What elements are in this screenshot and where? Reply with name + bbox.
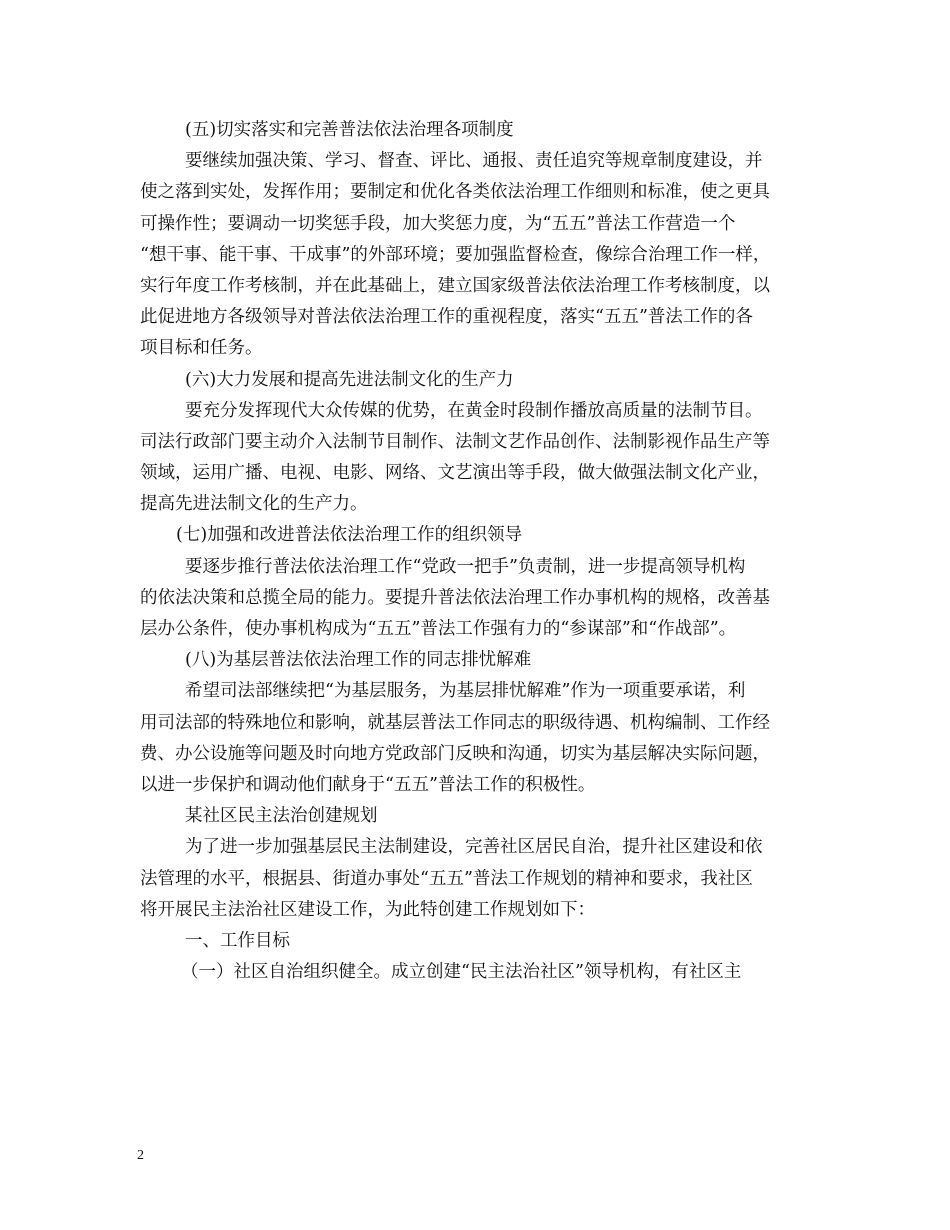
text-line: 实行年度工作考核制，并在此基础上，建立国家级普法依法治理工作考核制度，以 [140,275,770,296]
text-line: 领域，运用广播、电视、电影、网络、文艺演出等手段，做大做强法制文化产业， [140,463,770,484]
text-line: 要继续加强决策、学习、督查、评比、通报、责任追究等规章制度建设，并 [185,151,763,172]
text-line: 层办公条件，使办事机构成为“五五”普法工作强有力的“参谋部”和“作战部”。 [140,619,737,639]
text-line: 以进一步保护和调动他们献身于“五五”普法工作的积极性。 [140,774,596,795]
text-line: 提高先进法制文化的生产力。 [140,494,368,515]
page-number: 2 [137,1148,144,1163]
text-line: 某社区民主法治创建规划 [185,806,378,827]
text-line: 用司法部的特殊地位和影响，就基层普法工作同志的职级待遇、机构编制、工作经 [140,712,770,733]
text-line: 项目标和任务。 [140,338,263,359]
text-line: （一）社区自治组织健全。成立创建“民主法治社区”领导机构，有社区主 [181,962,742,983]
text-line: (六)大力发展和提高先进法制文化的生产力 [185,369,514,390]
text-line: 司法行政部门要主动介入法制节目制作、法制文艺作品创作、法制影视作品生产等 [140,431,770,452]
body-text [140,115,830,988]
text-line: 希望司法部继续把“为基层服务，为基层排忧解难”作为一项重要承诺，利 [185,681,746,702]
text-line: 可操作性；要调动一切奖惩手段，加大奖惩力度，为“五五”普法工作营造一个 [140,213,736,234]
text-line: (七)加强和改进普法依法治理工作的组织领导 [176,525,523,546]
text-line: 的依法决策和总揽全局的能力。要提升普法依法治理工作办事机构的规格，改善基 [140,587,770,608]
text-line: 要逐步推行普法依法治理工作“党政一把手”负责制，进一步提高领导机构 [185,556,746,577]
text-line: 为了进一步加强基层民主法制建设，完善社区居民自治，提升社区建设和依 [185,837,763,858]
text-line: 使之落到实处，发挥作用；要制定和优化各类依法治理工作细则和标准，使之更具 [140,182,770,203]
text-line: (八)为基层普法依法治理工作的同志排忧解难 [185,650,532,671]
text-line: “想干事、能干事、干成事”的外部环境；要加强监督检查，像综合治理工作一样， [140,244,771,265]
text-line: (五)切实落实和完善普法依法治理各项制度 [185,120,514,140]
text-line: 要充分发挥现代大众传媒的优势，在黄金时段制作播放高质量的法制节目。 [185,400,763,421]
text-line: 将开展民主法治社区建设工作，为此特创建工作规划如下： [140,899,595,920]
text-line: 一、工作目标 [185,930,290,951]
text-line: 费、办公设施等问题及时向地方党政部门反映和沟通，切实为基层解决实际问题， [140,743,770,764]
text-line: 法管理的水平，根据县、街道办事处“五五”普法工作规划的精神和要求，我社区 [140,868,753,889]
text-line: 此促进地方各级领导对普法依法治理工作的重视程度，落实“五五”普法工作的各 [140,307,753,328]
